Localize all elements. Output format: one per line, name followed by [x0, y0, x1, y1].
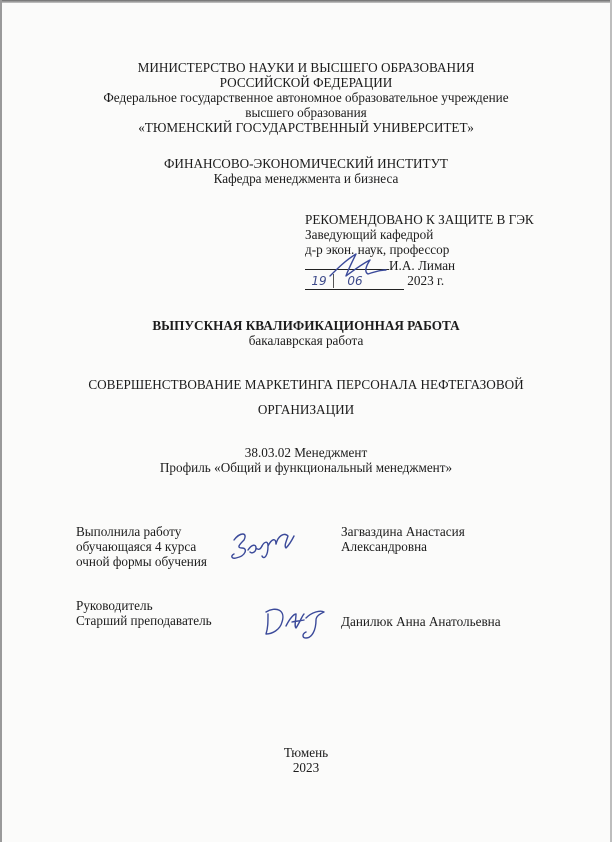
head-name: И.А. Лиман: [389, 258, 456, 273]
student-name-line-2: Александровна: [341, 539, 427, 554]
student-label-line-3: очной формы обучения: [76, 554, 207, 569]
head-signature-icon: [328, 250, 388, 280]
approval-heading: РЕКОМЕНДОВАНО К ЗАЩИТЕ В ГЭК: [305, 212, 534, 227]
approval-position: Заведующий кафедрой: [305, 227, 434, 242]
student-name-line-1: Загваздина Анастасия: [341, 524, 465, 539]
student-label-line-2: обучающаяся 4 курса: [76, 539, 197, 554]
thesis-title: [0, 372, 612, 422]
date-day: 19: [311, 274, 327, 288]
year: 2023: [292, 760, 320, 775]
institution-type-line-2: высшего образования: [245, 105, 367, 120]
work-type-block: [0, 318, 612, 348]
ministry-header: [0, 60, 612, 135]
approval-degree: д-р экон. наук, профессор: [305, 242, 450, 257]
student-label: [76, 524, 207, 569]
supervisor-label: [76, 598, 212, 628]
institute-name: ФИНАНСОВО-ЭКОНОМИЧЕСКИЙ ИНСТИТУТ: [164, 156, 448, 171]
supervisor-signature-icon: [262, 604, 330, 642]
scan-edge-top: [0, 0, 612, 3]
specialty-code: 38.03.02 Менеджмент: [244, 445, 368, 460]
specialty-block: [0, 445, 612, 475]
work-subtype: бакалаврская работа: [248, 333, 364, 348]
work-type: ВЫПУСКНАЯ КВАЛИФИКАЦИОННАЯ РАБОТА: [152, 318, 460, 333]
specialty-profile: Профиль «Общий и функциональный менеджмент»: [159, 460, 453, 475]
thesis-title-line-2: ОРГАНИЗАЦИИ: [257, 402, 355, 417]
supervisor-label-line-2: Старший преподаватель: [76, 613, 212, 628]
ministry-line-1: МИНИСТЕРСТВО НАУКИ И ВЫСШЕГО ОБРАЗОВАНИЯ: [137, 60, 475, 75]
footer-city-year: [0, 745, 612, 775]
institute-block: [0, 156, 612, 186]
university-name: «ТЮМЕНСКИЙ ГОСУДАРСТВЕННЫЙ УНИВЕРСИТЕТ»: [138, 120, 474, 135]
supervisor-label-line-1: Руководитель: [76, 598, 153, 613]
thesis-title-line-1: СОВЕРШЕНСТВОВАНИЕ МАРКЕТИНГА ПЕРСОНАЛА НЕФТЕГАЗОВОЙ: [88, 377, 524, 392]
city: Тюмень: [283, 745, 329, 760]
ministry-line-2: РОССИЙСКОЙ ФЕДЕРАЦИИ: [219, 75, 393, 90]
department-name: Кафедра менеджмента и бизнеса: [213, 171, 399, 186]
student-name: [341, 524, 465, 554]
institution-type-line-1: Федеральное государственное автономное образовательное учреждение: [103, 90, 509, 105]
date-year: 2023 г.: [407, 273, 445, 288]
supervisor-name: Данилюк Анна Анатольевна: [341, 614, 501, 629]
date-month: 06: [333, 274, 376, 288]
student-signature-icon: [228, 526, 298, 562]
student-label-line-1: Выполнила работу: [76, 524, 182, 539]
